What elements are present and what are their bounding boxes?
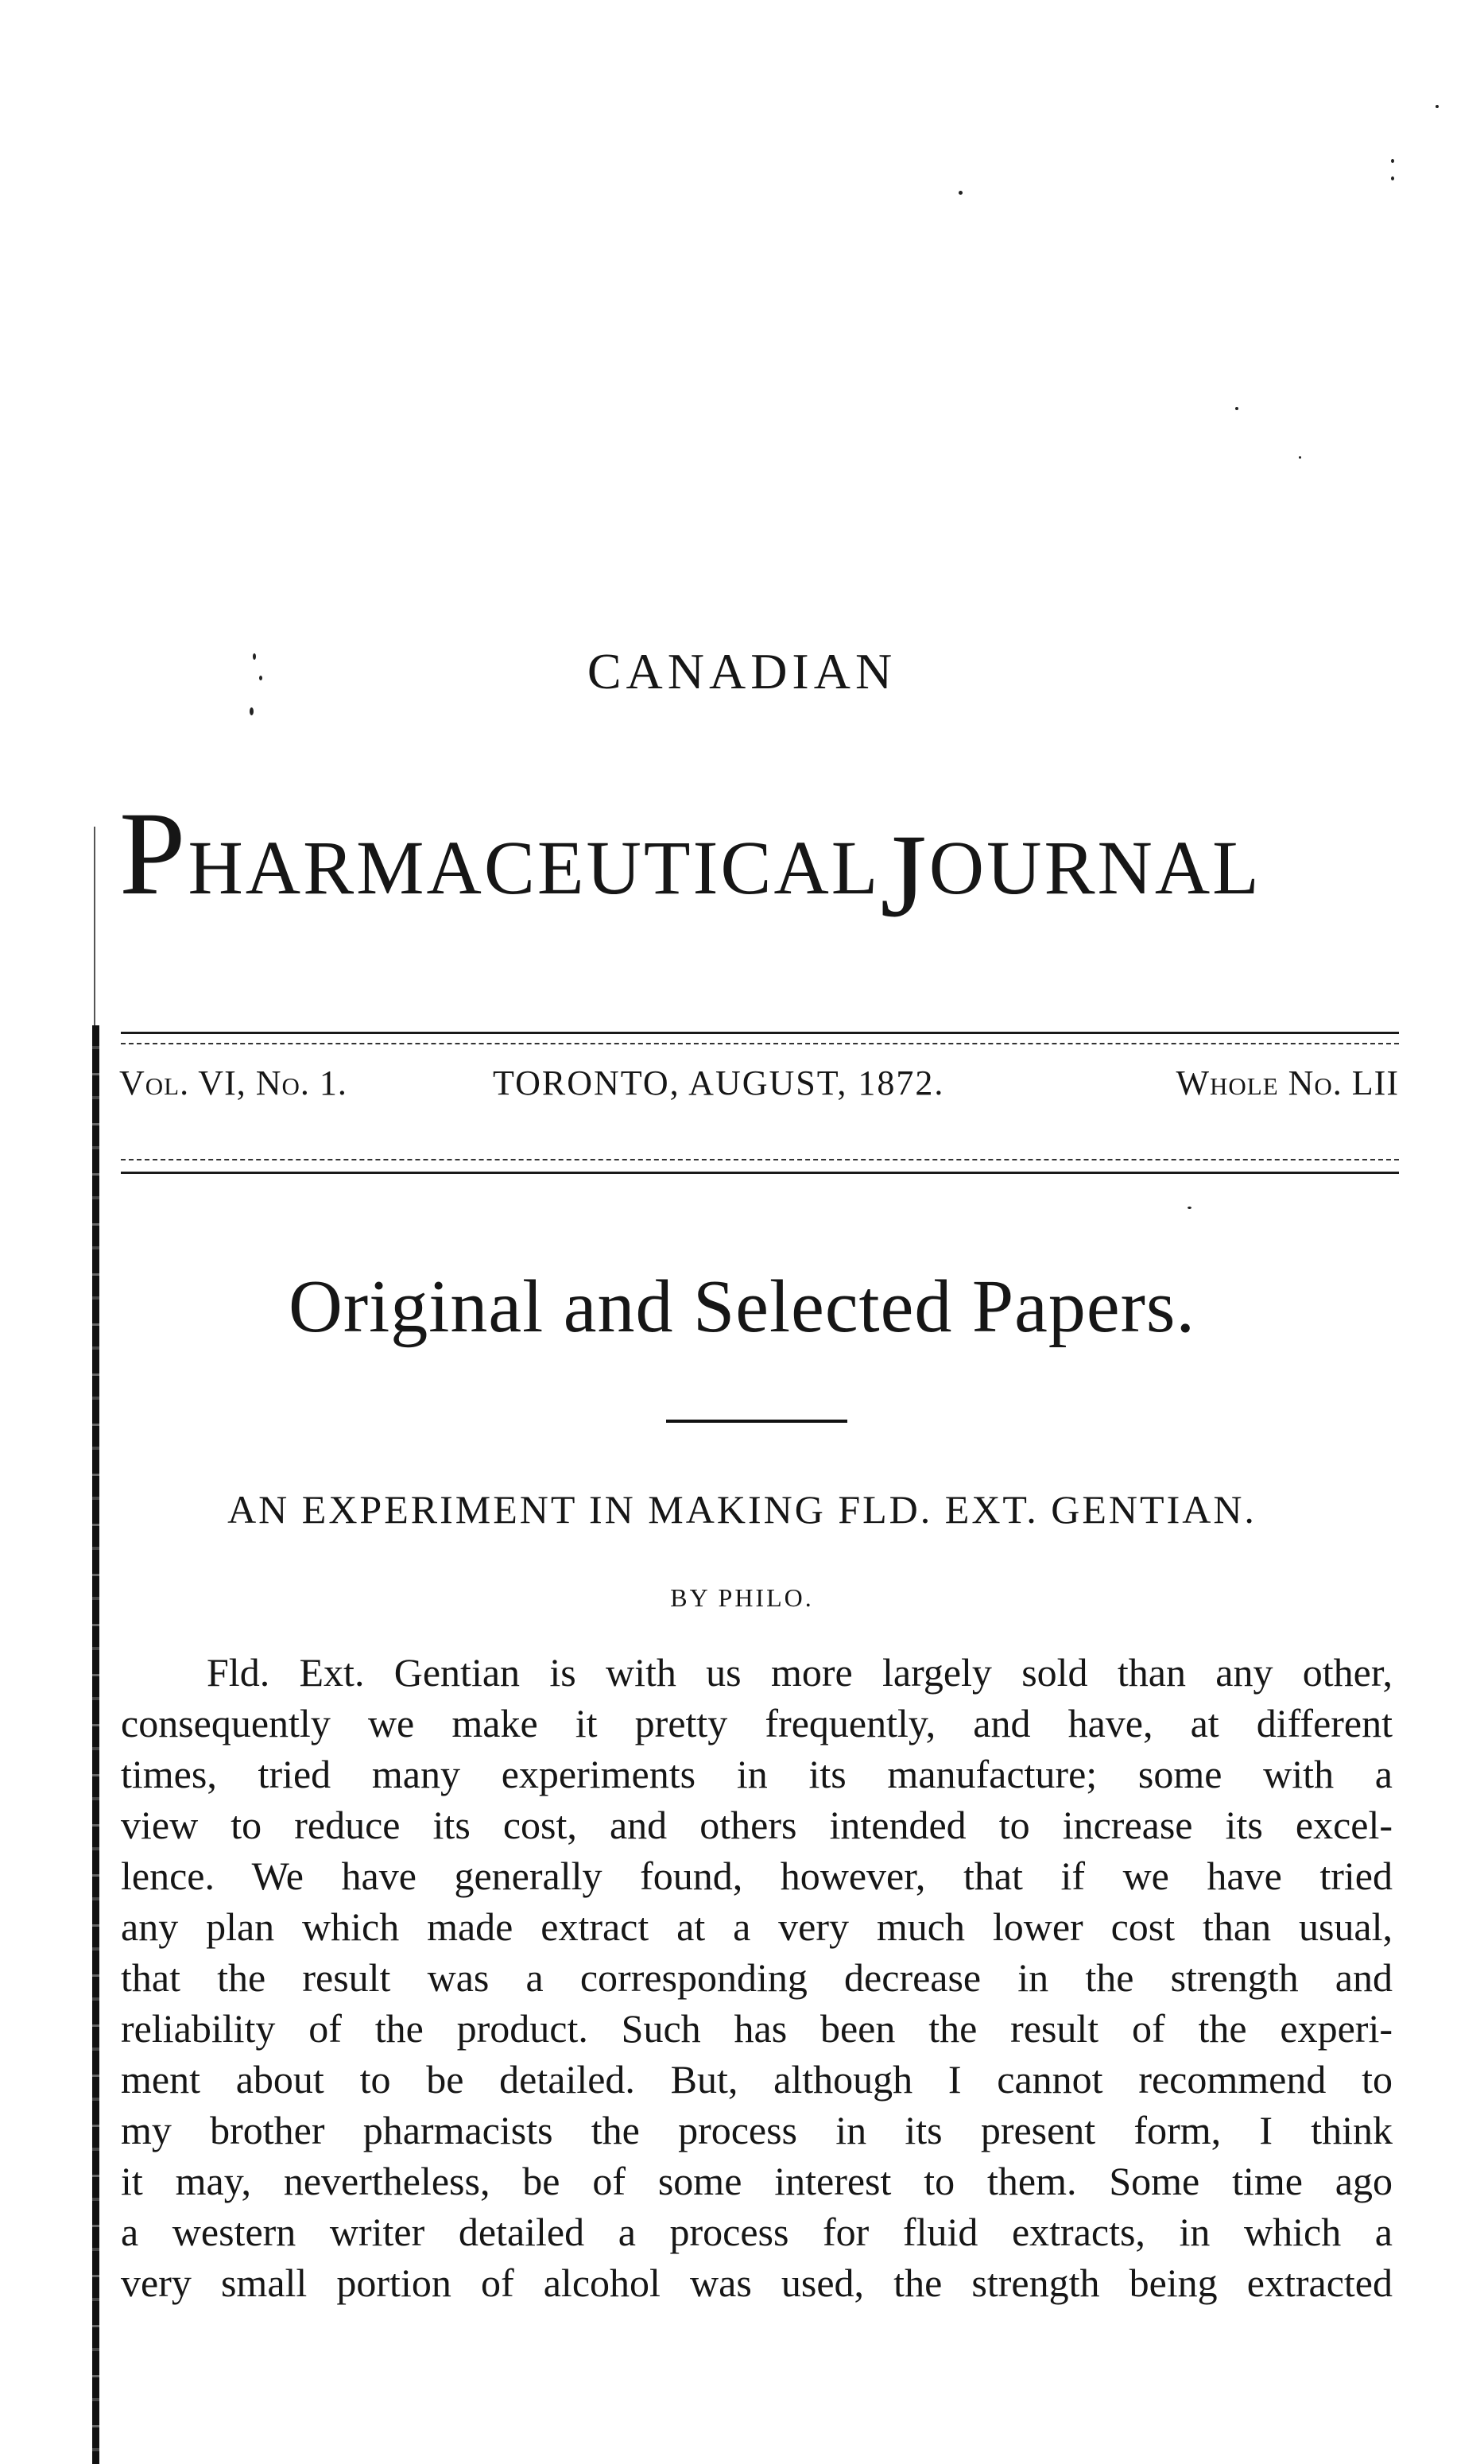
section-heading: Original and Selected Papers. bbox=[289, 1265, 1195, 1348]
scan-speck bbox=[1391, 176, 1394, 180]
scan-speck bbox=[1436, 105, 1439, 108]
article-body bbox=[121, 1647, 1393, 2308]
section-heading-rule bbox=[666, 1420, 847, 1423]
article-title: AN EXPERIMENT IN MAKING FLD. EXT. GENTIAN. bbox=[227, 1487, 1257, 1532]
article-line: reliability of the product. Such has been the result of the experi- bbox=[121, 2006, 1393, 2051]
binding-edge-thin bbox=[94, 827, 95, 1025]
article-line: times, tried many experiments in its manufacture; some with a bbox=[121, 1752, 1393, 1796]
article-line: Fld. Ext. Gentian is with us more largely sold than any other, bbox=[207, 1650, 1393, 1695]
masthead-title-j-rest: OURNAL bbox=[928, 825, 1261, 910]
issue-place-date: TORONTO, AUGUST, 1872. bbox=[493, 1063, 945, 1102]
article-line: it may, nevertheless, be of some interest to them. Some time ago bbox=[121, 2159, 1393, 2203]
article-line: any plan which made extract at a very much lower cost than usual, bbox=[121, 1904, 1393, 1949]
scan-speck bbox=[1235, 407, 1238, 410]
scan-speck bbox=[250, 707, 254, 715]
article-line: ment about to be detailed. But, although I cannot recommend to bbox=[121, 2057, 1393, 2102]
scan-speck bbox=[1391, 159, 1394, 163]
masthead-title bbox=[119, 788, 1391, 942]
article-line: very small portion of alcohol was used, the strength being extracted bbox=[121, 2261, 1393, 2305]
scan-speck bbox=[959, 191, 963, 195]
masthead-title-p-cap: P bbox=[119, 788, 188, 920]
article-line: view to reduce its cost, and others intended to increase its excel- bbox=[121, 1803, 1393, 1847]
issue-whole-number: Whole No. LII bbox=[1176, 1063, 1399, 1102]
masthead-title-j-cap: J bbox=[880, 810, 929, 942]
scan-speck bbox=[1299, 456, 1301, 459]
article-line: consequently we make it pretty frequently, and have, at different bbox=[121, 1701, 1393, 1745]
scan-speck bbox=[1188, 1207, 1191, 1209]
issue-line bbox=[119, 1063, 1399, 1110]
masthead-title-p-rest: HARMACEUTICAL bbox=[188, 825, 881, 910]
issue-volume: Vol. VI, No. 1. bbox=[119, 1063, 347, 1102]
masthead-rule-top-broken bbox=[121, 1043, 1399, 1044]
masthead-rule-top bbox=[121, 1032, 1399, 1034]
article-line: that the result was a corresponding decrease in the strength and bbox=[121, 1955, 1393, 2000]
issue-rule-bottom bbox=[121, 1172, 1399, 1174]
article-line: a western writer detailed a process for fluid extracts, in which a bbox=[121, 2210, 1393, 2254]
article-byline: BY PHILO. bbox=[670, 1583, 814, 1612]
binding-edge bbox=[92, 1025, 99, 2464]
article-line: lence. We have generally found, however, that if we have tried bbox=[121, 1854, 1393, 1898]
masthead-canadian: CANADIAN bbox=[587, 643, 897, 699]
article-line: my brother pharmacists the process in its present form, I think bbox=[121, 2108, 1393, 2152]
issue-rule-broken bbox=[121, 1159, 1399, 1160]
